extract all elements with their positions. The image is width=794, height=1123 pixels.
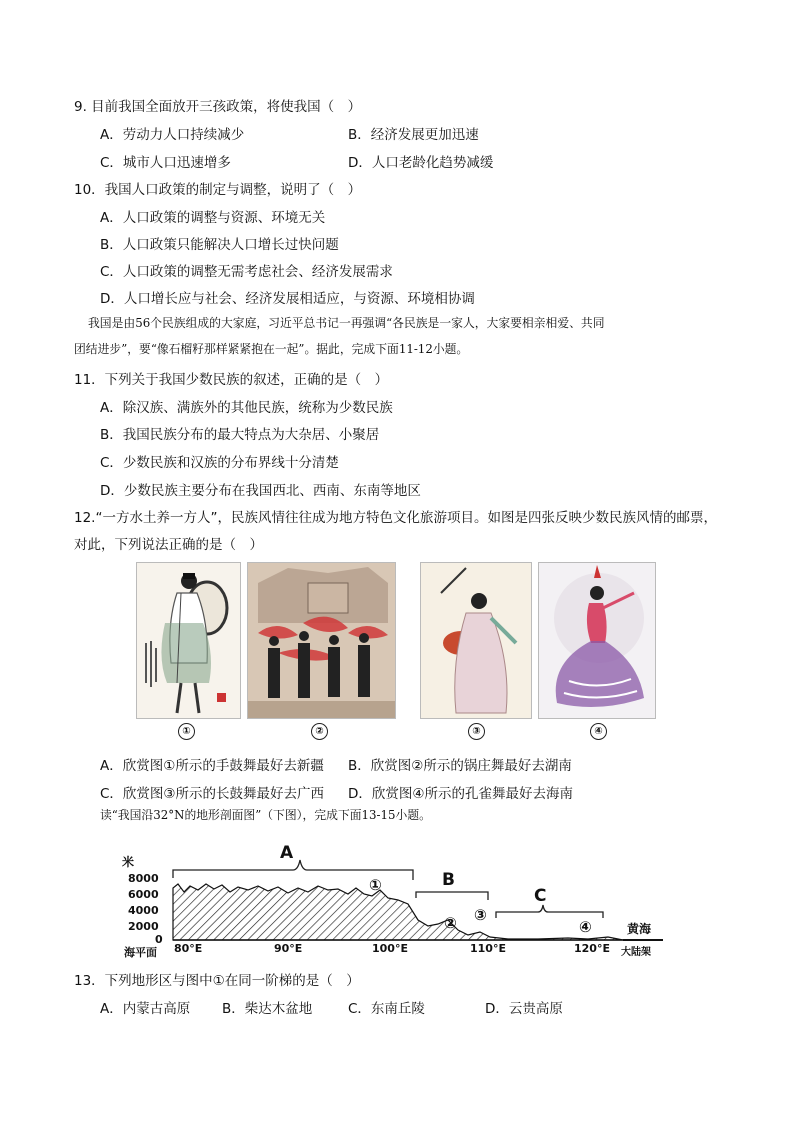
- terrain-profile-diagram: [118, 840, 668, 960]
- question-9-stem: 9. 目前我国全面放开三孩政策，将使我国（ ）: [74, 99, 362, 115]
- q13-option-c: C．东南丘陵: [348, 1001, 425, 1017]
- q9-option-d: D．人口老龄化趋势减缓: [348, 155, 494, 171]
- question-10-stem: 10．我国人口政策的制定与调整，说明了（ ）: [74, 182, 362, 198]
- passage-profile-intro: 读“我国沿32°N的地形剖面图”（下图），完成下面13-15小题。: [100, 808, 431, 822]
- q9-option-b: B．经济发展更加迅速: [348, 127, 479, 143]
- q11-option-b: B．我国民族分布的最大特点为大杂居、小聚居: [100, 427, 380, 443]
- question-12-stem-line-2: 对此，下列说法正确的是（ ）: [74, 537, 263, 553]
- stamp-number-3: ③: [468, 723, 485, 740]
- stamp-number-4: ④: [590, 723, 607, 740]
- profile-x-tick-80e: 80°E: [174, 942, 203, 955]
- q10-option-c: C．人口政策的调整无需考虑社会、经济发展需求: [100, 264, 393, 280]
- question-13-stem: 13．下列地形区与图中①在同一阶梯的是（ ）: [74, 973, 360, 989]
- q13-option-d: D．云贵高原: [485, 1001, 563, 1017]
- profile-shelf-label: 大陆架: [621, 947, 651, 958]
- profile-point-4: ④: [579, 918, 592, 936]
- stamp-number-2: ②: [311, 723, 328, 740]
- q10-option-b: B．人口政策只能解决人口增长过快问题: [100, 237, 339, 253]
- profile-x-tick-120e: 120°E: [574, 942, 610, 955]
- profile-y-tick-0: 0: [155, 933, 163, 946]
- q13-option-b: B．柴达木盆地: [222, 1001, 313, 1017]
- profile-y-tick-8000: 8000: [128, 872, 159, 885]
- stamp-1-tambourine-dance-image: [136, 562, 241, 719]
- profile-unit-label: 米: [122, 855, 135, 869]
- stamp-3-long-drum-dance-image: [420, 562, 532, 719]
- profile-x-tick-90e: 90°E: [274, 942, 303, 955]
- q12-option-c: C．欣赏图③所示的长鼓舞最好去广西: [100, 786, 325, 802]
- profile-sea-name: 黄海: [627, 922, 652, 936]
- q10-option-a: A．人口政策的调整与资源、环境无关: [100, 210, 326, 226]
- profile-region-c: C: [534, 886, 547, 906]
- question-12-stem-line-1: 12.“一方水土养一方人”，民族风情往往成为地方特色文化旅游项目。如图是四张反映少数民族风情的邮票，: [74, 510, 717, 526]
- q12-option-d: D．欣赏图④所示的孔雀舞最好去海南: [348, 786, 573, 802]
- profile-region-a: A: [280, 843, 294, 863]
- profile-point-1: ①: [369, 876, 382, 894]
- q13-option-a: A．内蒙古高原: [100, 1001, 191, 1017]
- q9-option-a: A．劳动力人口持续减少: [100, 127, 245, 143]
- stamp-2-guozhuang-dance-image: [247, 562, 396, 719]
- profile-x-tick-100e: 100°E: [372, 942, 408, 955]
- q11-option-d: D．少数民族主要分布在我国西北、西南、东南等地区: [100, 483, 421, 499]
- profile-point-2: ②: [444, 914, 457, 932]
- passage-line-1: 我国是由56个民族组成的大家庭，习近平总书记一再强调“各民族是一家人，大家要相亲相爱、共同: [88, 316, 605, 330]
- q12-option-b: B．欣赏图②所示的锅庄舞最好去湖南: [348, 758, 572, 774]
- q11-option-a: A．除汉族、满族外的其他民族，统称为少数民族: [100, 400, 393, 416]
- q12-option-a: A．欣赏图①所示的手鼓舞最好去新疆: [100, 758, 324, 774]
- stamp-number-1: ①: [178, 723, 195, 740]
- question-11-stem: 11．下列关于我国少数民族的叙述，正确的是（ ）: [74, 372, 389, 388]
- passage-nationalities: [74, 310, 728, 362]
- q11-option-c: C．少数民族和汉族的分布界线十分清楚: [100, 455, 339, 471]
- profile-y-tick-2000: 2000: [128, 920, 159, 933]
- profile-y-tick-6000: 6000: [128, 888, 159, 901]
- stamp-4-peacock-dance-image: [538, 562, 656, 719]
- profile-region-b: B: [442, 870, 455, 890]
- profile-x-tick-110e: 110°E: [470, 942, 506, 955]
- q10-option-d: D．人口增长应与社会、经济发展相适应，与资源、环境相协调: [100, 291, 475, 307]
- q9-option-c: C．城市人口迅速增多: [100, 155, 231, 171]
- profile-y-tick-4000: 4000: [128, 904, 159, 917]
- profile-sea-level-label: 海平面: [124, 946, 157, 959]
- profile-point-3: ③: [474, 906, 487, 924]
- passage-line-2: 团结进步”，要“像石榴籽那样紧紧抱在一起”。据此，完成下面11-12小题。: [74, 342, 469, 356]
